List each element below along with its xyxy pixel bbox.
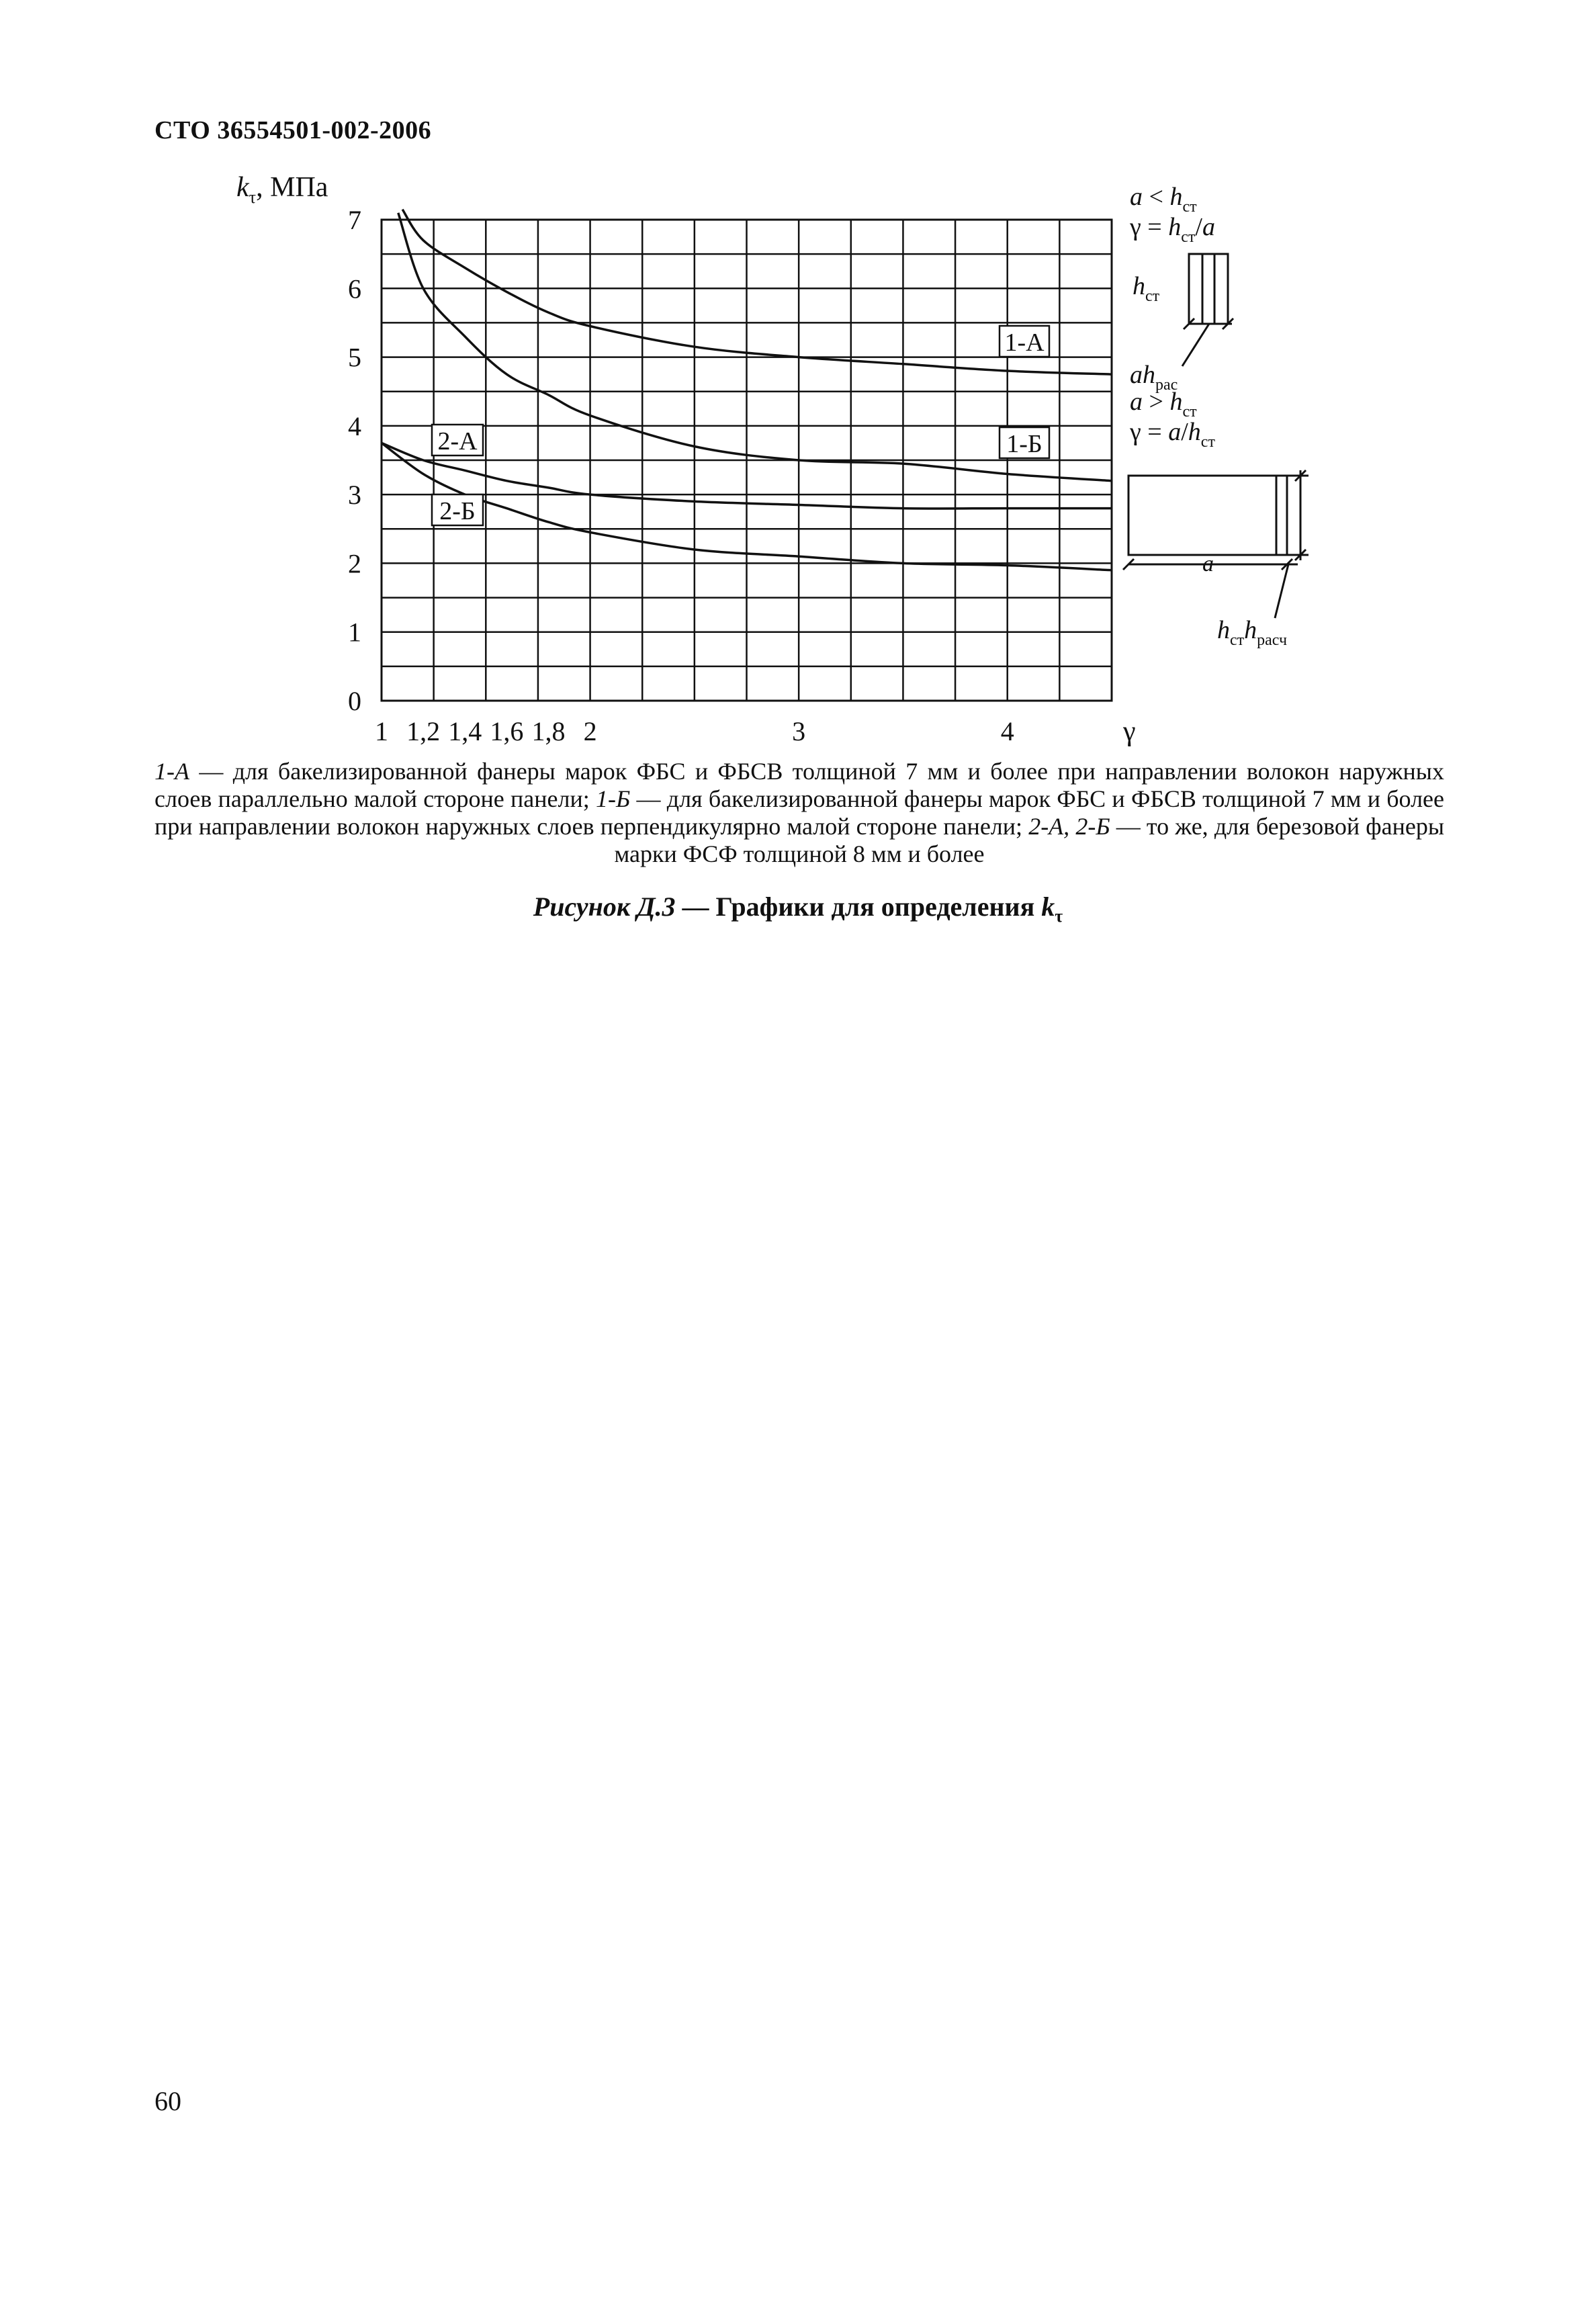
y-tick-label: 4: [348, 410, 361, 441]
y-tick-label: 3: [348, 480, 361, 511]
x-tick-label: 1,8: [531, 716, 566, 746]
schema-narrow-panel: [1129, 183, 1233, 394]
legend-key-2: 2-А, 2-Б: [1028, 813, 1110, 840]
series-label-2a-text: 2-А: [437, 427, 478, 455]
legend-text-1b: — для бакелизированной фанеры марок ФБС и ФБСВ толщиной 7 мм и более при направлении волокон наружных слоев перпендикулярно малой стороне панели;: [154, 785, 1445, 840]
x-tick-label: 4: [1000, 716, 1014, 746]
x-tick-label: 1,2: [406, 716, 441, 746]
caption-number: Рисунок Д.3: [533, 892, 676, 922]
schema-case2-h-label: $h_{ст}h_{расч}$: [1217, 616, 1288, 649]
kt-chart-figure: [0, 0, 1596, 758]
schema-case2-a-label: a: [1202, 552, 1214, 576]
legend-key-1a: 1-А: [154, 758, 189, 785]
document-code: СТО 36554501-002-2006: [154, 116, 432, 144]
schema-case2-formula: $\gamma = a/h_{ст}$: [1130, 418, 1215, 451]
chart-grid: [382, 220, 1112, 701]
figure-legend: [154, 758, 1444, 868]
schema-case1-condition: $a < h_{ст}$: [1130, 183, 1197, 216]
y-tick-label: 7: [348, 205, 361, 235]
y-tick-label: 1: [348, 617, 361, 648]
series-label-2b-text: 2-Б: [439, 497, 476, 525]
series-label-2b: [432, 494, 483, 525]
figure-caption: [0, 891, 1596, 926]
series-label-1b: [1000, 427, 1049, 458]
schema-case1-h-label: $h_{ст}$: [1133, 272, 1160, 305]
schema-case2-condition: $a > h_{ст}$: [1130, 388, 1197, 421]
legend-text-1a: — для бакелизированной фанеры марок ФБС и ФБСВ толщиной 7 мм и более при направлении волокон наружных слоев параллельно малой стороне панели;: [154, 758, 1444, 812]
y-tick-labels: [348, 205, 361, 716]
y-tick-label: 6: [348, 273, 361, 304]
schema-case1-formula: $\gamma = h_{ст}/a$: [1130, 213, 1215, 246]
x-tick-label: 3: [792, 716, 806, 746]
legend-key-1b: 1-Б: [596, 785, 631, 812]
x-tick-labels: [375, 716, 1014, 746]
series-label-1a-text: 1-А: [1004, 329, 1045, 357]
caption-dash: —: [675, 892, 716, 922]
caption-symbol-sub: τ: [1055, 906, 1063, 926]
y-tick-label: 5: [348, 342, 361, 373]
y-tick-label: 0: [348, 686, 361, 716]
x-tick-label: 1: [375, 716, 388, 746]
series-label-1a: [1000, 326, 1049, 357]
x-axis-title: γ: [1123, 716, 1136, 747]
caption-symbol: k: [1041, 892, 1055, 922]
legend-text-2: — то же, для березовой фанеры марки ФСФ толщиной 8 мм и более: [614, 813, 1444, 867]
x-tick-label: 1,6: [490, 716, 524, 746]
x-tick-label: 1,4: [448, 716, 482, 746]
y-axis-title: $k_\tau$, МПа: [236, 172, 328, 207]
schema-wide-panel: [1123, 388, 1309, 649]
schema-case1-a-label: $ah_{рас}$: [1130, 361, 1178, 394]
series-label-2a: [432, 425, 483, 455]
page-number: 60: [154, 2086, 181, 2116]
series-label-1b-text: 1-Б: [1006, 430, 1043, 458]
y-tick-label: 2: [348, 548, 361, 579]
x-tick-label: 2: [583, 716, 597, 746]
caption-title: Графики для определения: [715, 892, 1042, 922]
